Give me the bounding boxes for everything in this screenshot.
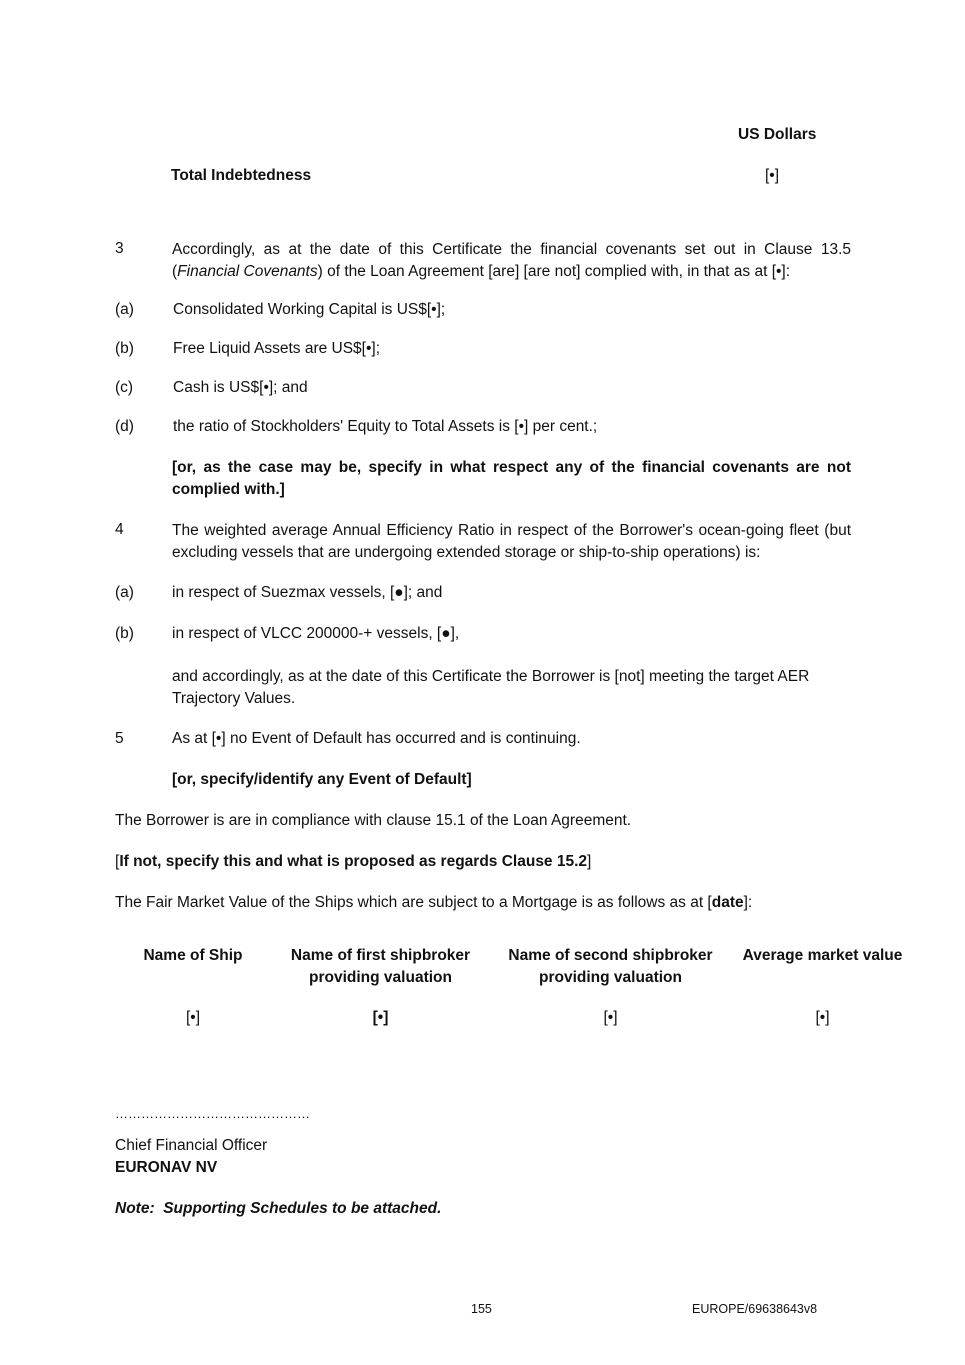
section-4-intro: The weighted average Annual Efficiency Ratio in respect of the Borrower's ocean-going fleet (but excluding vessels that are undergoing extended storage or ship-to-ship operations) is: bbox=[172, 522, 851, 561]
section-3-item-text: Cash is US$[•]; and bbox=[173, 379, 308, 396]
signature-line: ……………………………………… bbox=[115, 1106, 310, 1121]
section-4-number: 4 bbox=[115, 521, 124, 538]
compliance-note: [If not, specify this and what is proposed as regards Clause 15.2] bbox=[115, 853, 592, 870]
section-5-number: 5 bbox=[115, 730, 124, 747]
section-3-item-label: (a) bbox=[115, 301, 134, 318]
section-3-item-label: (c) bbox=[115, 379, 134, 396]
document-reference: EUROPE/69638643v8 bbox=[692, 1302, 818, 1316]
total-indebtedness-label: Total Indebtedness bbox=[171, 167, 312, 184]
section-3-item-label: (b) bbox=[115, 340, 134, 357]
total-indebtedness-value: [•] bbox=[765, 167, 780, 184]
signatory-title: Chief Financial Officer bbox=[115, 1137, 268, 1154]
table-cell-ship-name: [•] bbox=[185, 1009, 201, 1026]
section-4-conclusion: and accordingly, as at the date of this Certificate the Borrower is [not] meeting the target AER Trajectory Values. bbox=[172, 668, 810, 707]
supporting-schedules-note: Note: Supporting Schedules to be attached. bbox=[115, 1200, 442, 1217]
section-3-item-text: the ratio of Stockholders' Equity to Total Assets is [•] per cent.; bbox=[173, 418, 598, 435]
table-header-average-value: Average market value bbox=[742, 947, 903, 964]
section-4-item-text: in respect of Suezmax vessels, [●]; and bbox=[172, 584, 443, 601]
table-header-second-shipbroker: Name of second shipbroker providing valuation bbox=[508, 947, 713, 986]
section-5-alternative: [or, specify/identify any Event of Default] bbox=[172, 771, 472, 788]
section-3-alternative: [or, as the case may be, specify in what respect any of the financial covenants are not complied with.] bbox=[172, 459, 851, 498]
page-number: 155 bbox=[471, 1302, 492, 1316]
table-cell-first-shipbroker: [•] bbox=[372, 1009, 389, 1026]
section-3-item-label: (d) bbox=[115, 418, 134, 435]
table-cell-second-shipbroker: [•] bbox=[603, 1009, 618, 1026]
company-name: EURONAV NV bbox=[115, 1159, 218, 1176]
table-header-first-shipbroker: Name of first shipbroker providing valuation bbox=[290, 947, 471, 986]
section-4-item-text: in respect of VLCC 200000-+ vessels, [●], bbox=[172, 625, 460, 642]
currency-column-heading: US Dollars bbox=[738, 126, 817, 143]
section-3-item-text: Consolidated Working Capital is US$[•]; bbox=[173, 301, 446, 318]
compliance-statement: The Borrower is are in compliance with clause 15.1 of the Loan Agreement. bbox=[115, 812, 632, 829]
section-4-item-label: (a) bbox=[115, 584, 134, 601]
section-3-intro: Accordingly, as at the date of this Certificate the financial covenants set out in Clause 13.5 (Financial Covenants) of the Loan Agreement [are] [are not] complied with, in that as at [•]: bbox=[172, 241, 851, 280]
table-header-ship-name: Name of Ship bbox=[143, 947, 243, 964]
section-5-text: As at [•] no Event of Default has occurred and is continuing. bbox=[172, 730, 581, 747]
section-3-item-text: Free Liquid Assets are US$[•]; bbox=[173, 340, 381, 357]
table-cell-average-value: [•] bbox=[815, 1009, 830, 1026]
section-3-number: 3 bbox=[115, 240, 124, 257]
fair-market-value-statement: The Fair Market Value of the Ships which are subject to a Mortgage is as follows as at [date]: bbox=[115, 894, 753, 911]
section-4-item-label: (b) bbox=[115, 625, 134, 642]
